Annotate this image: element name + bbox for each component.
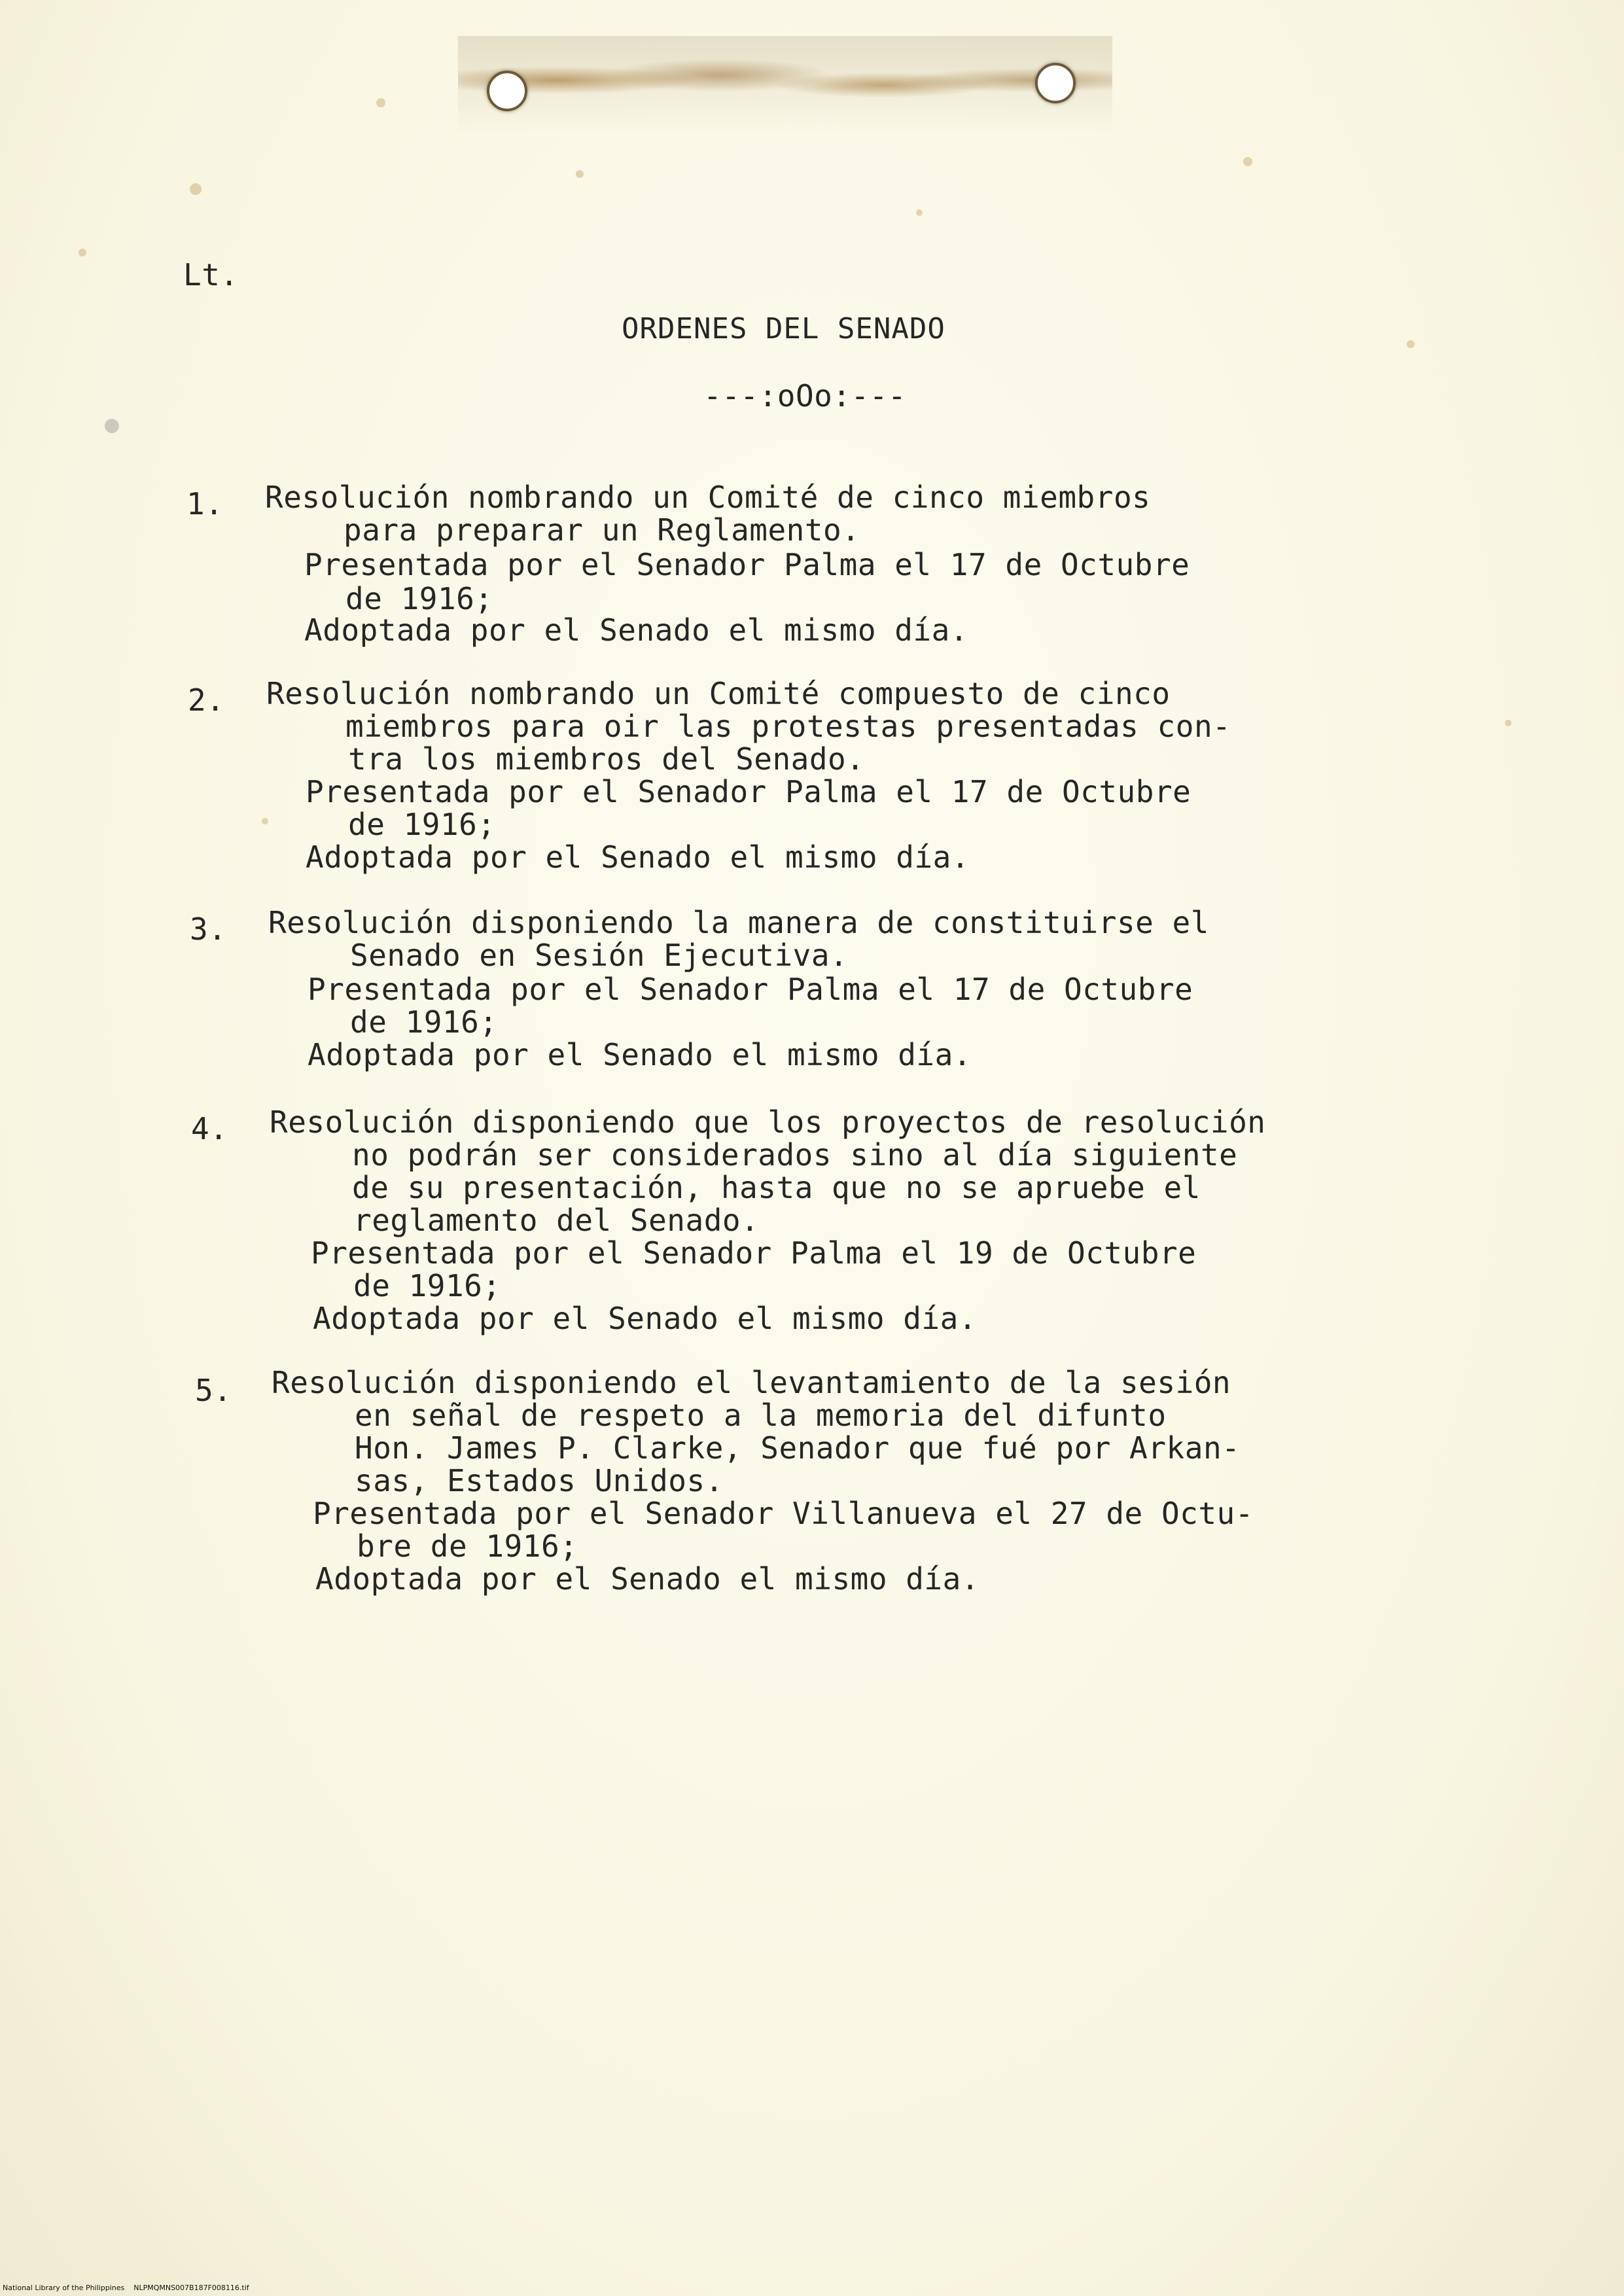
item-line: Adoptada por el Senado el mismo día. <box>308 1037 972 1072</box>
item-line: de 1916; <box>350 1004 498 1040</box>
punch-hole-left <box>487 71 527 111</box>
document-initials: Lt. <box>183 257 239 292</box>
item-line: no podrán ser considerados sino al día siguiente <box>352 1137 1238 1173</box>
item-line: de su presentación, hasta que no se apruebe el <box>352 1170 1201 1205</box>
item-line: Presentada por el Senador Palma el 17 de Octubre <box>308 972 1193 1007</box>
item-line: tra los miembros del Senado. <box>348 741 865 777</box>
item-number: 5. <box>195 1373 232 1408</box>
item-number: 1. <box>186 486 224 521</box>
foxing-spot <box>262 818 268 824</box>
item-line: Presentada por el Senador Palma el 17 de Octubre <box>306 774 1192 809</box>
file-label: NLPMQMNS007B187F008116.tif <box>133 2284 249 2292</box>
foxing-spot <box>1407 340 1415 348</box>
item-line: bre de 1916; <box>357 1528 578 1564</box>
item-number: 4. <box>191 1111 228 1146</box>
item-line: de 1916; <box>353 1268 501 1303</box>
foxing-spot <box>376 98 385 107</box>
item-line: Resolución disponiendo la manera de constituirse el <box>268 905 1209 940</box>
document-title: ORDENES DEL SENADO <box>622 312 945 345</box>
foxing-spot <box>105 419 119 433</box>
item-line: sas, Estados Unidos. <box>355 1463 724 1498</box>
foxing-spot <box>916 209 923 216</box>
archive-label: National Library of the Philippines <box>3 2284 125 2292</box>
archive-footer <box>3 2284 249 2293</box>
item-line: de 1916; <box>345 581 493 616</box>
item-line: Hon. James P. Clarke, Senador que fué por Arkan- <box>355 1430 1241 1466</box>
foxing-spot <box>1243 157 1252 166</box>
item-line: Adoptada por el Senado el mismo día. <box>315 1561 980 1597</box>
item-line: Adoptada por el Senado el mismo día. <box>304 612 968 648</box>
title-separator: ---:oOo:--- <box>703 378 907 414</box>
item-line: Presentada por el Senador Palma el 17 de Octubre <box>304 547 1190 582</box>
item-line: miembros para oir las protestas presentadas con- <box>345 709 1231 744</box>
item-line: Presentada por el Senador Villanueva el 27 de Octu- <box>313 1496 1254 1531</box>
item-line: Resolución disponiendo el levantamiento de la sesión <box>272 1365 1231 1400</box>
foxing-spot <box>576 170 584 178</box>
item-line: reglamento del Senado. <box>353 1203 760 1238</box>
item-number: 3. <box>190 911 227 947</box>
item-line: Senado en Sesión Ejecutiva. <box>350 938 849 973</box>
item-line: Adoptada por el Senado el mismo día. <box>306 839 970 875</box>
item-line: Resolución disponiendo que los proyectos de resolución <box>270 1104 1266 1140</box>
item-line: para preparar un Reglamento. <box>344 512 860 548</box>
foxing-spot <box>79 249 86 256</box>
foxing-spot <box>1505 720 1511 726</box>
item-line: Resolución nombrando un Comité compuesto de cinco <box>266 676 1171 711</box>
item-number: 2. <box>188 682 225 718</box>
item-line: Adoptada por el Senado el mismo día. <box>313 1301 977 1336</box>
item-line: Resolución nombrando un Comité de cinco miembros <box>265 480 1151 515</box>
item-line: Presentada por el Senador Palma el 19 de Octubre <box>311 1235 1197 1271</box>
foxing-spot <box>190 183 202 195</box>
rust-stain <box>458 36 1112 134</box>
item-line: en señal de respeto a la memoria del difunto <box>355 1398 1167 1433</box>
item-line: de 1916; <box>348 807 496 842</box>
punch-hole-right <box>1035 63 1076 103</box>
